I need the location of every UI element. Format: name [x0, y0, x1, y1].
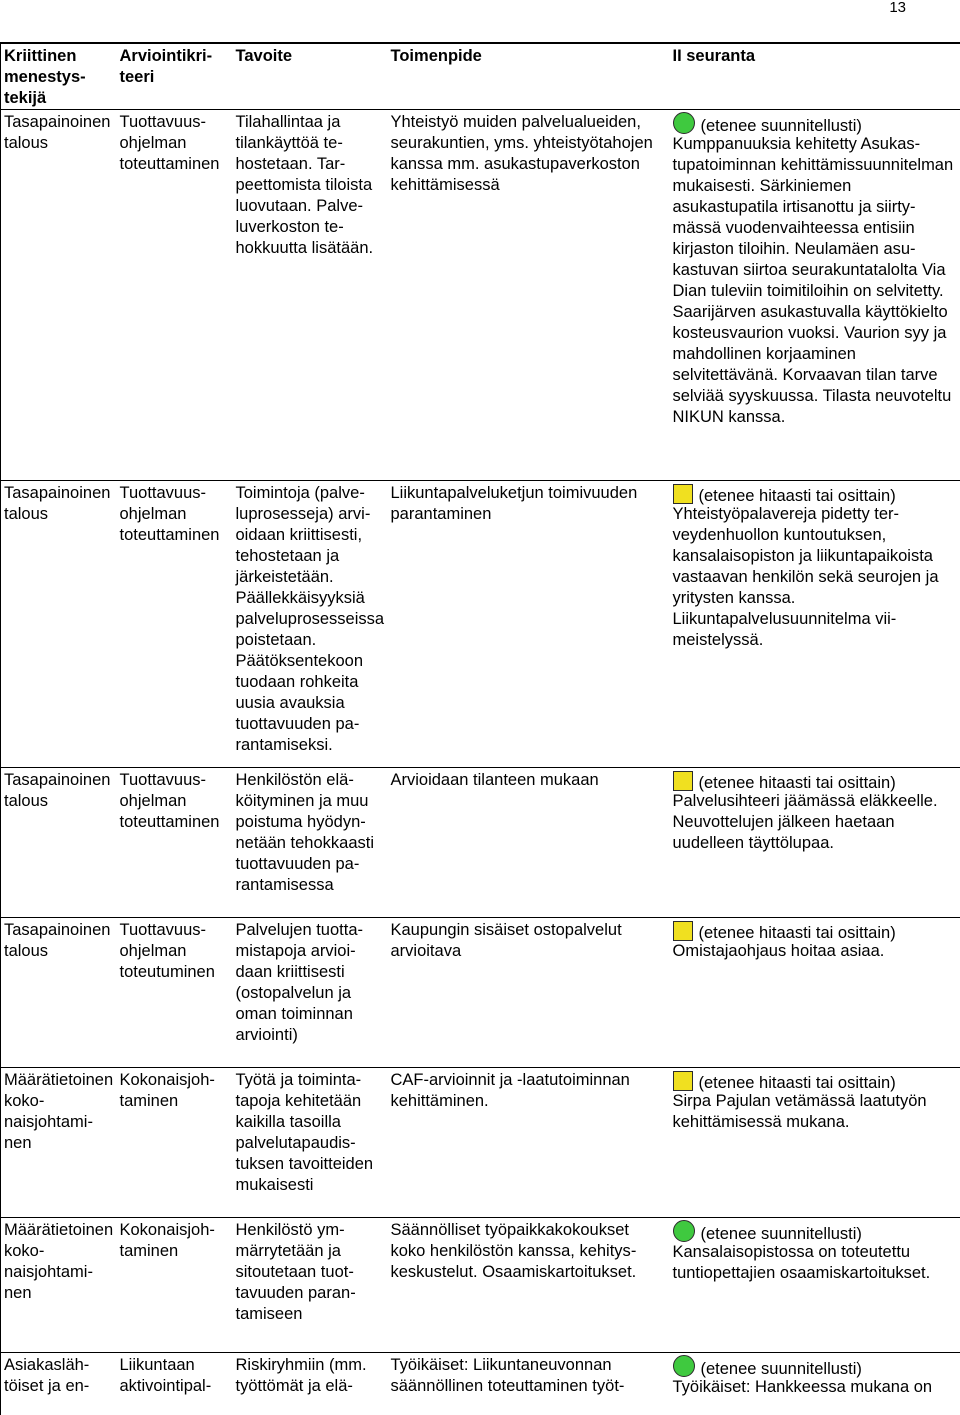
- table-row: [1, 1353, 960, 1415]
- table-row: [1, 1218, 960, 1353]
- header-critical-factor: Kriittinen menestystekijä: [1, 43, 117, 110]
- cell-factor: Määrätietoinen kokonaisjohtaminen: [1, 1218, 117, 1353]
- green-circle-icon: [673, 1355, 695, 1377]
- cell-followup: [670, 1353, 960, 1415]
- table-row: [1, 481, 960, 768]
- cell-action: Säännölliset työpaikkakokoukset koko henkilöstön kanssa, kehityskeskustelut. Osaamiskartoitukset.: [388, 1218, 670, 1353]
- table-row: [1, 918, 960, 1068]
- cell-goal: Henkilöstö ymmärrytetään ja sitoutetaan tuottavuuden parantamiseen: [233, 1218, 388, 1353]
- status-label: (etenee hitaasti tai osittain): [699, 1073, 896, 1094]
- cell-goal: Henkilöstön eläköityminen ja muu poistuma hyödynnetään tehokkaasti tuottavuuden parantamisessa: [233, 768, 388, 918]
- cell-followup: [670, 768, 960, 918]
- status-label: (etenee hitaasti tai osittain): [699, 773, 896, 794]
- cell-criterion: Tuottavuusohjelman toteutuminen: [117, 918, 233, 1068]
- followup-text: Palvelusihteeri jäämässä eläkkeelle. Neuvottelujen jälkeen haetaan uudelleen täyttölupaa.: [673, 791, 959, 854]
- status-label: (etenee suunnitellusti): [701, 116, 862, 137]
- status-label: (etenee hitaasti tai osittain): [699, 923, 896, 944]
- cell-factor: Määrätietoinen kokonaisjohtaminen: [1, 1068, 117, 1218]
- yellow-square-icon: [673, 921, 693, 941]
- cell-factor: Tasapainoinen talous: [1, 481, 117, 768]
- table-row: [1, 768, 960, 918]
- cell-action: Liikuntapalveluketjun toimivuuden parantaminen: [388, 481, 670, 768]
- cell-factor: Tasapainoinen talous: [1, 110, 117, 481]
- table-row: [1, 110, 960, 481]
- cell-goal: Riskiryhmiin (mm. työttömät ja elä-: [233, 1353, 388, 1415]
- cell-action: Yhteistyö muiden palvelualueiden, seurakuntien, yms. yhteistyötahojen kanssa mm. asukastupaverkoston kehittämisessä: [388, 110, 670, 481]
- yellow-square-icon: [673, 771, 693, 791]
- cell-goal: Palvelujen tuottamistapoja arvioidaan kriittisesti (ostopalvelun ja oman toiminnan arviointi): [233, 918, 388, 1068]
- cell-action: Arvioidaan tilanteen mukaan: [388, 768, 670, 918]
- cell-criterion: Tuottavuusohjelman toteuttaminen: [117, 768, 233, 918]
- status-label: (etenee suunnitellusti): [701, 1359, 862, 1380]
- followup-text: Sirpa Pajulan vetämässä laatutyön kehittämisessä mukana.: [673, 1091, 959, 1133]
- table-row: [1, 1068, 960, 1218]
- followup-text: Kansalaisopistossa on toteutettu tuntiopettajien osaamiskartoitukset.: [673, 1242, 959, 1284]
- follow-up-table: [0, 42, 960, 1415]
- cell-factor: Asiakaslähtöiset ja en-: [1, 1353, 117, 1415]
- cell-factor: Tasapainoinen talous: [1, 918, 117, 1068]
- followup-text: Yhteistyöpalavereja pidetty terveydenhuollon kuntoutuksen, kansalaisopiston ja liikuntapaikoista vastaavan henkilön sekä seurojen ja yritysten kanssa. Liikuntapalvelusuunnitelma viimeistelyssä.: [673, 504, 959, 651]
- followup-text: Työikäiset: Hankkeessa mukana on: [673, 1377, 959, 1398]
- status-label: (etenee suunnitellusti): [701, 1224, 862, 1245]
- header-followup: II seuranta: [670, 43, 960, 110]
- cell-goal: Toimintoja (palveluprosesseja) arvioidaan kriittisesti, tehostetaan ja järkeistetään. Päällekkäisyyksiä palveluprosesseissa poistetaan. Päätöksentekoon tuodaan rohkeita uusia avauksia tuottavuuden parantamiseksi.: [233, 481, 388, 768]
- header-criterion: Arviointikriteeri: [117, 43, 233, 110]
- header-goal: Tavoite: [233, 43, 388, 110]
- green-circle-icon: [673, 1220, 695, 1242]
- status-label: (etenee hitaasti tai osittain): [699, 486, 896, 507]
- cell-followup: [670, 481, 960, 768]
- cell-criterion: Kokonaisjohtaminen: [117, 1218, 233, 1353]
- cell-goal: Työtä ja toimintatapoja kehitetään kaikilla tasoilla palvelutapaudistuksen tavoitteiden mukaisesti: [233, 1068, 388, 1218]
- cell-followup: [670, 110, 960, 481]
- cell-action: CAF-arvioinnit ja -laatutoiminnan kehittäminen.: [388, 1068, 670, 1218]
- cell-criterion: Tuottavuusohjelman toteuttaminen: [117, 481, 233, 768]
- cell-action: Kaupungin sisäiset ostopalvelut arvioitava: [388, 918, 670, 1068]
- followup-text: Omistajaohjaus hoitaa asiaa.: [673, 941, 959, 962]
- followup-text: Kumppanuuksia kehitetty Asukastupatoiminnan kehittämissuunnitelman mukaisesti. Särkiniemen asukastupatila irtisanottu ja siirtymässä vuodenvaihteessa entisiin kirjaston tiloihin. Neulamäen asukastuvan siirtoa seurakuntatalolta Via Dian tuleviin toimitiloihin on selvitetty. Saarijärven asukastuvalla käyttökielto kosteusvaurion vuoksi. Vaurion syy ja mahdollinen korjaaminen selvitettävänä. Korvaavan tilan tarve selviää syyskuussa. Tilasta neuvoteltu NIKUN kanssa.: [673, 134, 959, 428]
- cell-followup: [670, 1218, 960, 1353]
- cell-criterion: Liikuntaan aktivointipal-: [117, 1353, 233, 1415]
- cell-criterion: Kokonaisjohtaminen: [117, 1068, 233, 1218]
- cell-factor: Tasapainoinen talous: [1, 768, 117, 918]
- cell-followup: [670, 1068, 960, 1218]
- cell-followup: [670, 918, 960, 1068]
- cell-criterion: Tuottavuusohjelman toteuttaminen: [117, 110, 233, 481]
- cell-goal: Tilahallintaa ja tilankäyttöä tehostetaan. Tarpeettomista tiloista luovutaan. Palveluverkoston tehokkuutta lisätään.: [233, 110, 388, 481]
- green-circle-icon: [673, 112, 695, 134]
- yellow-square-icon: [673, 484, 693, 504]
- yellow-square-icon: [673, 1071, 693, 1091]
- cell-action: Työikäiset: Liikuntaneuvonnan säännöllinen toteuttaminen työt-: [388, 1353, 670, 1415]
- header-action: Toimenpide: [388, 43, 670, 110]
- page-number: 13: [889, 0, 906, 16]
- table-header-row: [1, 43, 960, 110]
